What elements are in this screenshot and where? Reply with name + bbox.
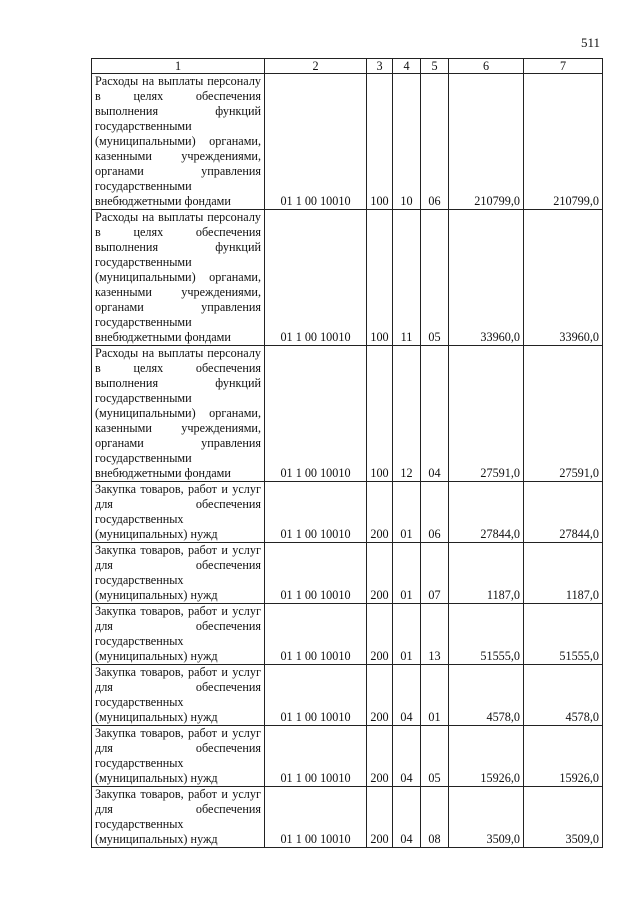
table-row — [92, 726, 603, 787]
target-code: 01 1 00 10010 — [265, 74, 367, 210]
subsection-code: 04 — [421, 346, 449, 482]
section-code: 04 — [393, 726, 421, 787]
target-code: 01 1 00 10010 — [265, 604, 367, 665]
amount-col7: 51555,0 — [524, 604, 603, 665]
row-description: Закупка товаров, работ и услуг для обеспечения государственных (муниципальных) нужд — [92, 482, 265, 543]
section-code: 01 — [393, 604, 421, 665]
amount-col6: 4578,0 — [449, 665, 524, 726]
expense-type: 200 — [367, 665, 393, 726]
expense-type: 200 — [367, 604, 393, 665]
amount-col7: 210799,0 — [524, 74, 603, 210]
expense-type: 100 — [367, 210, 393, 346]
subsection-code: 08 — [421, 787, 449, 848]
table-row — [92, 482, 603, 543]
subsection-code: 05 — [421, 726, 449, 787]
target-code: 01 1 00 10010 — [265, 543, 367, 604]
section-code: 12 — [393, 346, 421, 482]
amount-col6: 15926,0 — [449, 726, 524, 787]
subsection-code: 13 — [421, 604, 449, 665]
column-header: 7 — [524, 59, 603, 74]
section-code: 10 — [393, 74, 421, 210]
table-header-row — [92, 59, 603, 74]
target-code: 01 1 00 10010 — [265, 482, 367, 543]
subsection-code: 06 — [421, 74, 449, 210]
amount-col6: 210799,0 — [449, 74, 524, 210]
column-header: 4 — [393, 59, 421, 74]
column-header: 1 — [92, 59, 265, 74]
subsection-code: 06 — [421, 482, 449, 543]
section-code: 01 — [393, 543, 421, 604]
expense-type: 100 — [367, 74, 393, 210]
row-description: Расходы на выплаты персоналу в целях обеспечения выполнения функций государственными (муниципальными) органами, казенными учреждениями, органами управления государственными внебюджетными фондами — [92, 210, 265, 346]
budget-table — [91, 58, 603, 848]
page-number: 511 — [580, 35, 600, 50]
section-code: 04 — [393, 665, 421, 726]
target-code: 01 1 00 10010 — [265, 346, 367, 482]
target-code: 01 1 00 10010 — [265, 210, 367, 346]
amount-col6: 1187,0 — [449, 543, 524, 604]
table-row — [92, 543, 603, 604]
table-row — [92, 346, 603, 482]
expense-type: 200 — [367, 787, 393, 848]
row-description: Закупка товаров, работ и услуг для обеспечения государственных (муниципальных) нужд — [92, 787, 265, 848]
section-code: 11 — [393, 210, 421, 346]
subsection-code: 07 — [421, 543, 449, 604]
expense-type: 100 — [367, 346, 393, 482]
table-row — [92, 604, 603, 665]
table-row — [92, 74, 603, 210]
amount-col7: 15926,0 — [524, 726, 603, 787]
amount-col7: 1187,0 — [524, 543, 603, 604]
expense-type: 200 — [367, 543, 393, 604]
amount-col6: 51555,0 — [449, 604, 524, 665]
table-row — [92, 210, 603, 346]
target-code: 01 1 00 10010 — [265, 726, 367, 787]
subsection-code: 05 — [421, 210, 449, 346]
amount-col6: 27591,0 — [449, 346, 524, 482]
subsection-code: 01 — [421, 665, 449, 726]
row-description: Расходы на выплаты персоналу в целях обеспечения выполнения функций государственными (муниципальными) органами, казенными учреждениями, органами управления государственными внебюджетными фондами — [92, 346, 265, 482]
table-row — [92, 665, 603, 726]
expense-type: 200 — [367, 726, 393, 787]
row-description: Закупка товаров, работ и услуг для обеспечения государственных (муниципальных) нужд — [92, 604, 265, 665]
amount-col6: 33960,0 — [449, 210, 524, 346]
column-header: 6 — [449, 59, 524, 74]
amount-col6: 27844,0 — [449, 482, 524, 543]
amount-col7: 3509,0 — [524, 787, 603, 848]
row-description: Расходы на выплаты персоналу в целях обеспечения выполнения функций государственными (муниципальными) органами, казенными учреждениями, органами управления государственными внебюджетными фондами — [92, 74, 265, 210]
amount-col6: 3509,0 — [449, 787, 524, 848]
row-description: Закупка товаров, работ и услуг для обеспечения государственных (муниципальных) нужд — [92, 726, 265, 787]
section-code: 01 — [393, 482, 421, 543]
amount-col7: 27591,0 — [524, 346, 603, 482]
amount-col7: 27844,0 — [524, 482, 603, 543]
column-header: 2 — [265, 59, 367, 74]
amount-col7: 4578,0 — [524, 665, 603, 726]
column-header: 3 — [367, 59, 393, 74]
section-code: 04 — [393, 787, 421, 848]
row-description: Закупка товаров, работ и услуг для обеспечения государственных (муниципальных) нужд — [92, 665, 265, 726]
expense-type: 200 — [367, 482, 393, 543]
column-header: 5 — [421, 59, 449, 74]
table-row — [92, 787, 603, 848]
target-code: 01 1 00 10010 — [265, 787, 367, 848]
row-description: Закупка товаров, работ и услуг для обеспечения государственных (муниципальных) нужд — [92, 543, 265, 604]
target-code: 01 1 00 10010 — [265, 665, 367, 726]
amount-col7: 33960,0 — [524, 210, 603, 346]
